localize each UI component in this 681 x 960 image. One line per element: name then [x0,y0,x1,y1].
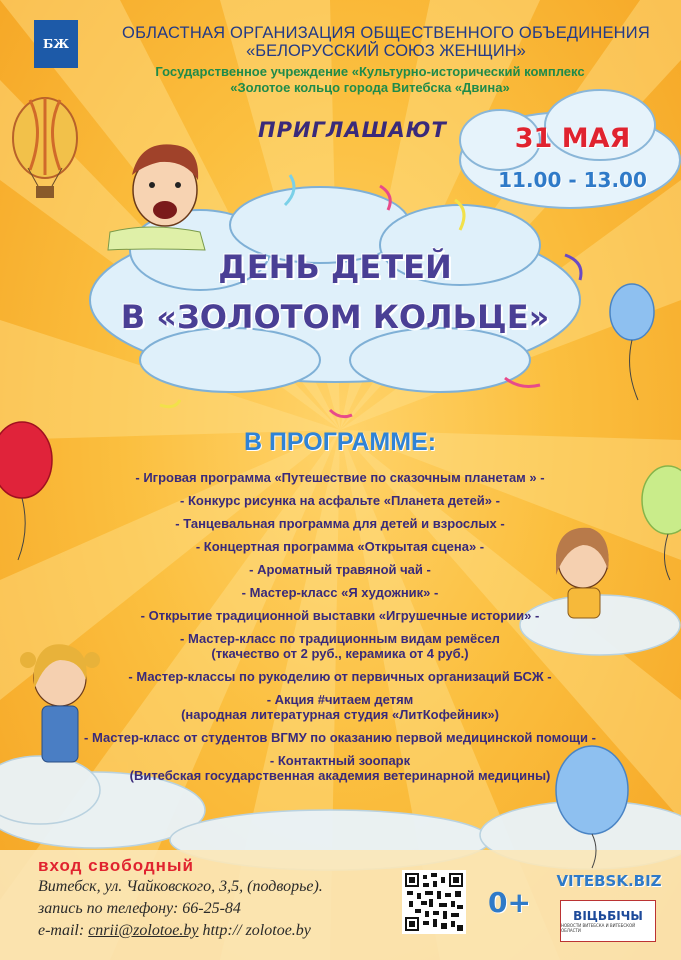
org-name-line1: ОБЛАСТНАЯ ОРГАНИЗАЦИЯ ОБЩЕСТВЕННОГО ОБЪЕДИНЕНИЯ [122,24,650,42]
program-item [20,516,660,531]
qr-code-icon[interactable] [402,870,466,934]
program-item-text: - Танцевальная программа для детей и взрослых - [175,516,505,531]
program-item [20,493,660,508]
program-item-text: - Ароматный травяной чай - [249,562,431,577]
event-title-line1: ДЕНЬ ДЕТЕЙ [218,248,452,286]
program-item-subtext: (народная литературная студия «ЛитКофейник») [181,707,499,722]
age-rating: 0+ [488,886,531,919]
program-item-text: - Мастер-класс от студентов ВГМУ по оказанию первой медицинской помощи - [84,730,596,745]
phone: запись по телефону: 66-25-84 [38,900,241,917]
program-item [20,753,660,783]
program-item [20,692,660,722]
program-item [20,585,660,600]
program-item-subtext: (ткачество от 2 руб., керамика от 4 руб.) [211,646,469,661]
program-item-text: - Игровая программа «Путешествие по сказочным планетам » - [135,470,545,485]
event-title-line2: В «ЗОЛОТОМ КОЛЬЦЕ» [120,298,550,336]
program-list [20,470,660,791]
program-item-text: - Открытие традиционной выставки «Игрушечные истории» - [140,608,540,623]
newspaper-title: ВІЦЬБІЧЫ [573,909,643,923]
event-time: 11.00 - 13.00 [498,168,647,192]
program-item [20,539,660,554]
program-item-text: - Акция #читаем детям [266,692,414,707]
newspaper-logo [560,900,656,942]
balloon-blue-right-icon [610,284,654,400]
newspaper-subtitle: НОВОСТИ ВИТЕБСКА И ВИТЕБСКОЙ ОБЛАСТИ [561,923,636,933]
program-item-text: - Контактный зоопарк [269,753,411,768]
program-item [20,562,660,577]
program-item [20,470,660,485]
org-name-line2: «БЕЛОРУССКИЙ СОЮЗ ЖЕНЩИН» [246,42,526,60]
logo-text: БЖ [43,37,69,51]
program-item [20,730,660,745]
boy-character-icon [108,144,205,250]
institution-line1: Государственное учреждение «Культурно-исторический комплекс [155,64,585,79]
institution-line2: «Золотое кольцо города Витебска «Двина» [230,80,510,95]
program-item-text: - Концертная программа «Открытая сцена» - [195,539,485,554]
program-item-text: - Мастер-класс по традиционным видам ремёсел [180,631,500,646]
program-item-subtext: (Витебская государственная академия ветеринарной медицины) [129,768,551,783]
program-item [20,631,660,661]
program-item [20,608,660,623]
email-link[interactable]: cnrii@zolotoe.by [88,922,199,939]
vitebsk-biz-logo: VITEBSK.BIZ [556,872,662,890]
program-item-text: - Мастер-класс «Я художник» - [241,585,439,600]
program-item [20,669,660,684]
website-link[interactable]: http:// zolotoe.by [198,922,311,939]
program-item-text: - Конкурс рисунка на асфальте «Планета детей» - [180,493,500,508]
address: Витебск, ул. Чайковского, 3,5, (подворье). [38,878,323,895]
contact-row [38,922,311,940]
email-label: e-mail: [38,922,89,939]
program-item-text: - Мастер-классы по рукоделию от первичных организаций БСЖ - [128,669,552,684]
invite-heading: ПРИГЛАШАЮТ [258,118,447,142]
bsg-logo [34,20,78,68]
program-heading: В ПРОГРАММЕ: [243,428,437,456]
event-date: 31 МАЯ [514,123,631,154]
free-entry-label: вход свободный [38,856,194,875]
